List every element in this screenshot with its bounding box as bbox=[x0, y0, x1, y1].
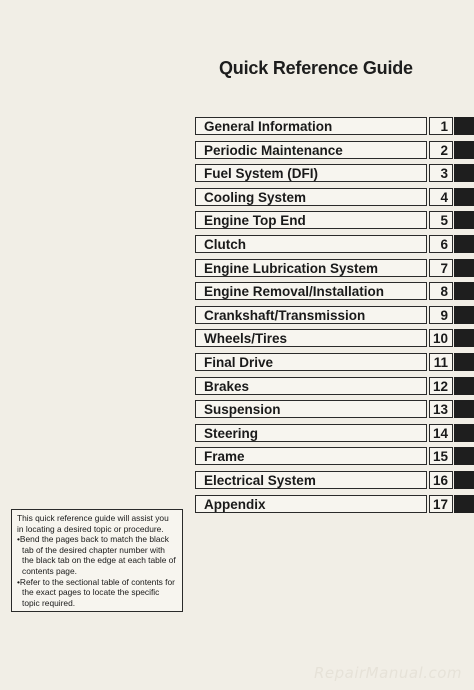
chapter-tab bbox=[454, 377, 474, 395]
watermark: RepairManual.com bbox=[313, 664, 462, 682]
toc-row[interactable] bbox=[195, 235, 474, 255]
chapter-tab bbox=[454, 117, 474, 135]
chapter-name: Frame bbox=[195, 447, 427, 465]
chapter-number: 1 bbox=[429, 117, 453, 135]
chapter-tab bbox=[454, 400, 474, 418]
chapter-name: Fuel System (DFI) bbox=[195, 164, 427, 182]
chapter-tab bbox=[454, 424, 474, 442]
chapter-number: 16 bbox=[429, 471, 453, 489]
toc-row[interactable] bbox=[195, 259, 474, 279]
toc-row[interactable] bbox=[195, 306, 474, 326]
toc-row[interactable] bbox=[195, 188, 474, 208]
chapter-number: 10 bbox=[429, 329, 453, 347]
chapter-name: Engine Top End bbox=[195, 211, 427, 229]
chapter-name: General Information bbox=[195, 117, 427, 135]
toc-row[interactable] bbox=[195, 424, 474, 444]
chapter-number: 8 bbox=[429, 282, 453, 300]
chapter-number: 4 bbox=[429, 188, 453, 206]
note-bullet: •Bend the pages back to match the black tab of the desired chapter number with the black tab on the edge at each table of contents page. bbox=[17, 534, 176, 576]
chapter-tab bbox=[454, 306, 474, 324]
chapter-tab bbox=[454, 141, 474, 159]
chapter-name: Suspension bbox=[195, 400, 427, 418]
toc-row[interactable] bbox=[195, 495, 474, 515]
toc-row[interactable] bbox=[195, 400, 474, 420]
chapter-name: Periodic Maintenance bbox=[195, 141, 427, 159]
chapter-tab bbox=[454, 259, 474, 277]
toc-row[interactable] bbox=[195, 211, 474, 231]
chapter-tab bbox=[454, 447, 474, 465]
chapter-name: Steering bbox=[195, 424, 427, 442]
chapter-number: 11 bbox=[429, 353, 453, 371]
chapter-number: 14 bbox=[429, 424, 453, 442]
chapter-name: Final Drive bbox=[195, 353, 427, 371]
chapter-name: Cooling System bbox=[195, 188, 427, 206]
note-bullet: •Refer to the sectional table of contents for the exact pages to locate the specific topic required. bbox=[17, 576, 175, 608]
chapter-name: Brakes bbox=[195, 377, 427, 395]
chapter-tab bbox=[454, 471, 474, 489]
usage-note bbox=[11, 509, 183, 612]
chapter-tab bbox=[454, 495, 474, 513]
chapter-name: Clutch bbox=[195, 235, 427, 253]
chapter-name: Wheels/Tires bbox=[195, 329, 427, 347]
chapter-number: 13 bbox=[429, 400, 453, 418]
chapter-name: Electrical System bbox=[195, 471, 427, 489]
chapter-name: Crankshaft/Transmission bbox=[195, 306, 427, 324]
toc-row[interactable] bbox=[195, 377, 474, 397]
toc-row[interactable] bbox=[195, 141, 474, 161]
chapter-number: 6 bbox=[429, 235, 453, 253]
chapter-number: 3 bbox=[429, 164, 453, 182]
toc-row[interactable] bbox=[195, 353, 474, 373]
chapter-tab bbox=[454, 164, 474, 182]
chapter-number: 7 bbox=[429, 259, 453, 277]
chapter-number: 12 bbox=[429, 377, 453, 395]
page-title: Quick Reference Guide bbox=[219, 58, 413, 78]
chapter-name: Engine Lubrication System bbox=[195, 259, 427, 277]
chapter-number: 5 bbox=[429, 211, 453, 229]
toc-row[interactable] bbox=[195, 282, 474, 302]
chapter-tab bbox=[454, 235, 474, 253]
toc-row[interactable] bbox=[195, 164, 474, 184]
toc-row[interactable] bbox=[195, 117, 474, 137]
chapter-tab bbox=[454, 329, 474, 347]
toc-row[interactable] bbox=[195, 329, 474, 349]
chapter-number: 2 bbox=[429, 141, 453, 159]
chapter-number: 15 bbox=[429, 447, 453, 465]
chapter-name: Engine Removal/Installation bbox=[195, 282, 427, 300]
note-intro: This quick reference guide will assist you in locating a desired topic or procedure. bbox=[17, 513, 169, 534]
chapter-name: Appendix bbox=[195, 495, 427, 513]
chapter-number: 9 bbox=[429, 306, 453, 324]
chapter-tab bbox=[454, 188, 474, 206]
chapter-tab bbox=[454, 353, 474, 371]
chapter-tab bbox=[454, 282, 474, 300]
chapter-number: 17 bbox=[429, 495, 453, 513]
toc-row[interactable] bbox=[195, 447, 474, 467]
toc-row[interactable] bbox=[195, 471, 474, 491]
chapter-tab bbox=[454, 211, 474, 229]
